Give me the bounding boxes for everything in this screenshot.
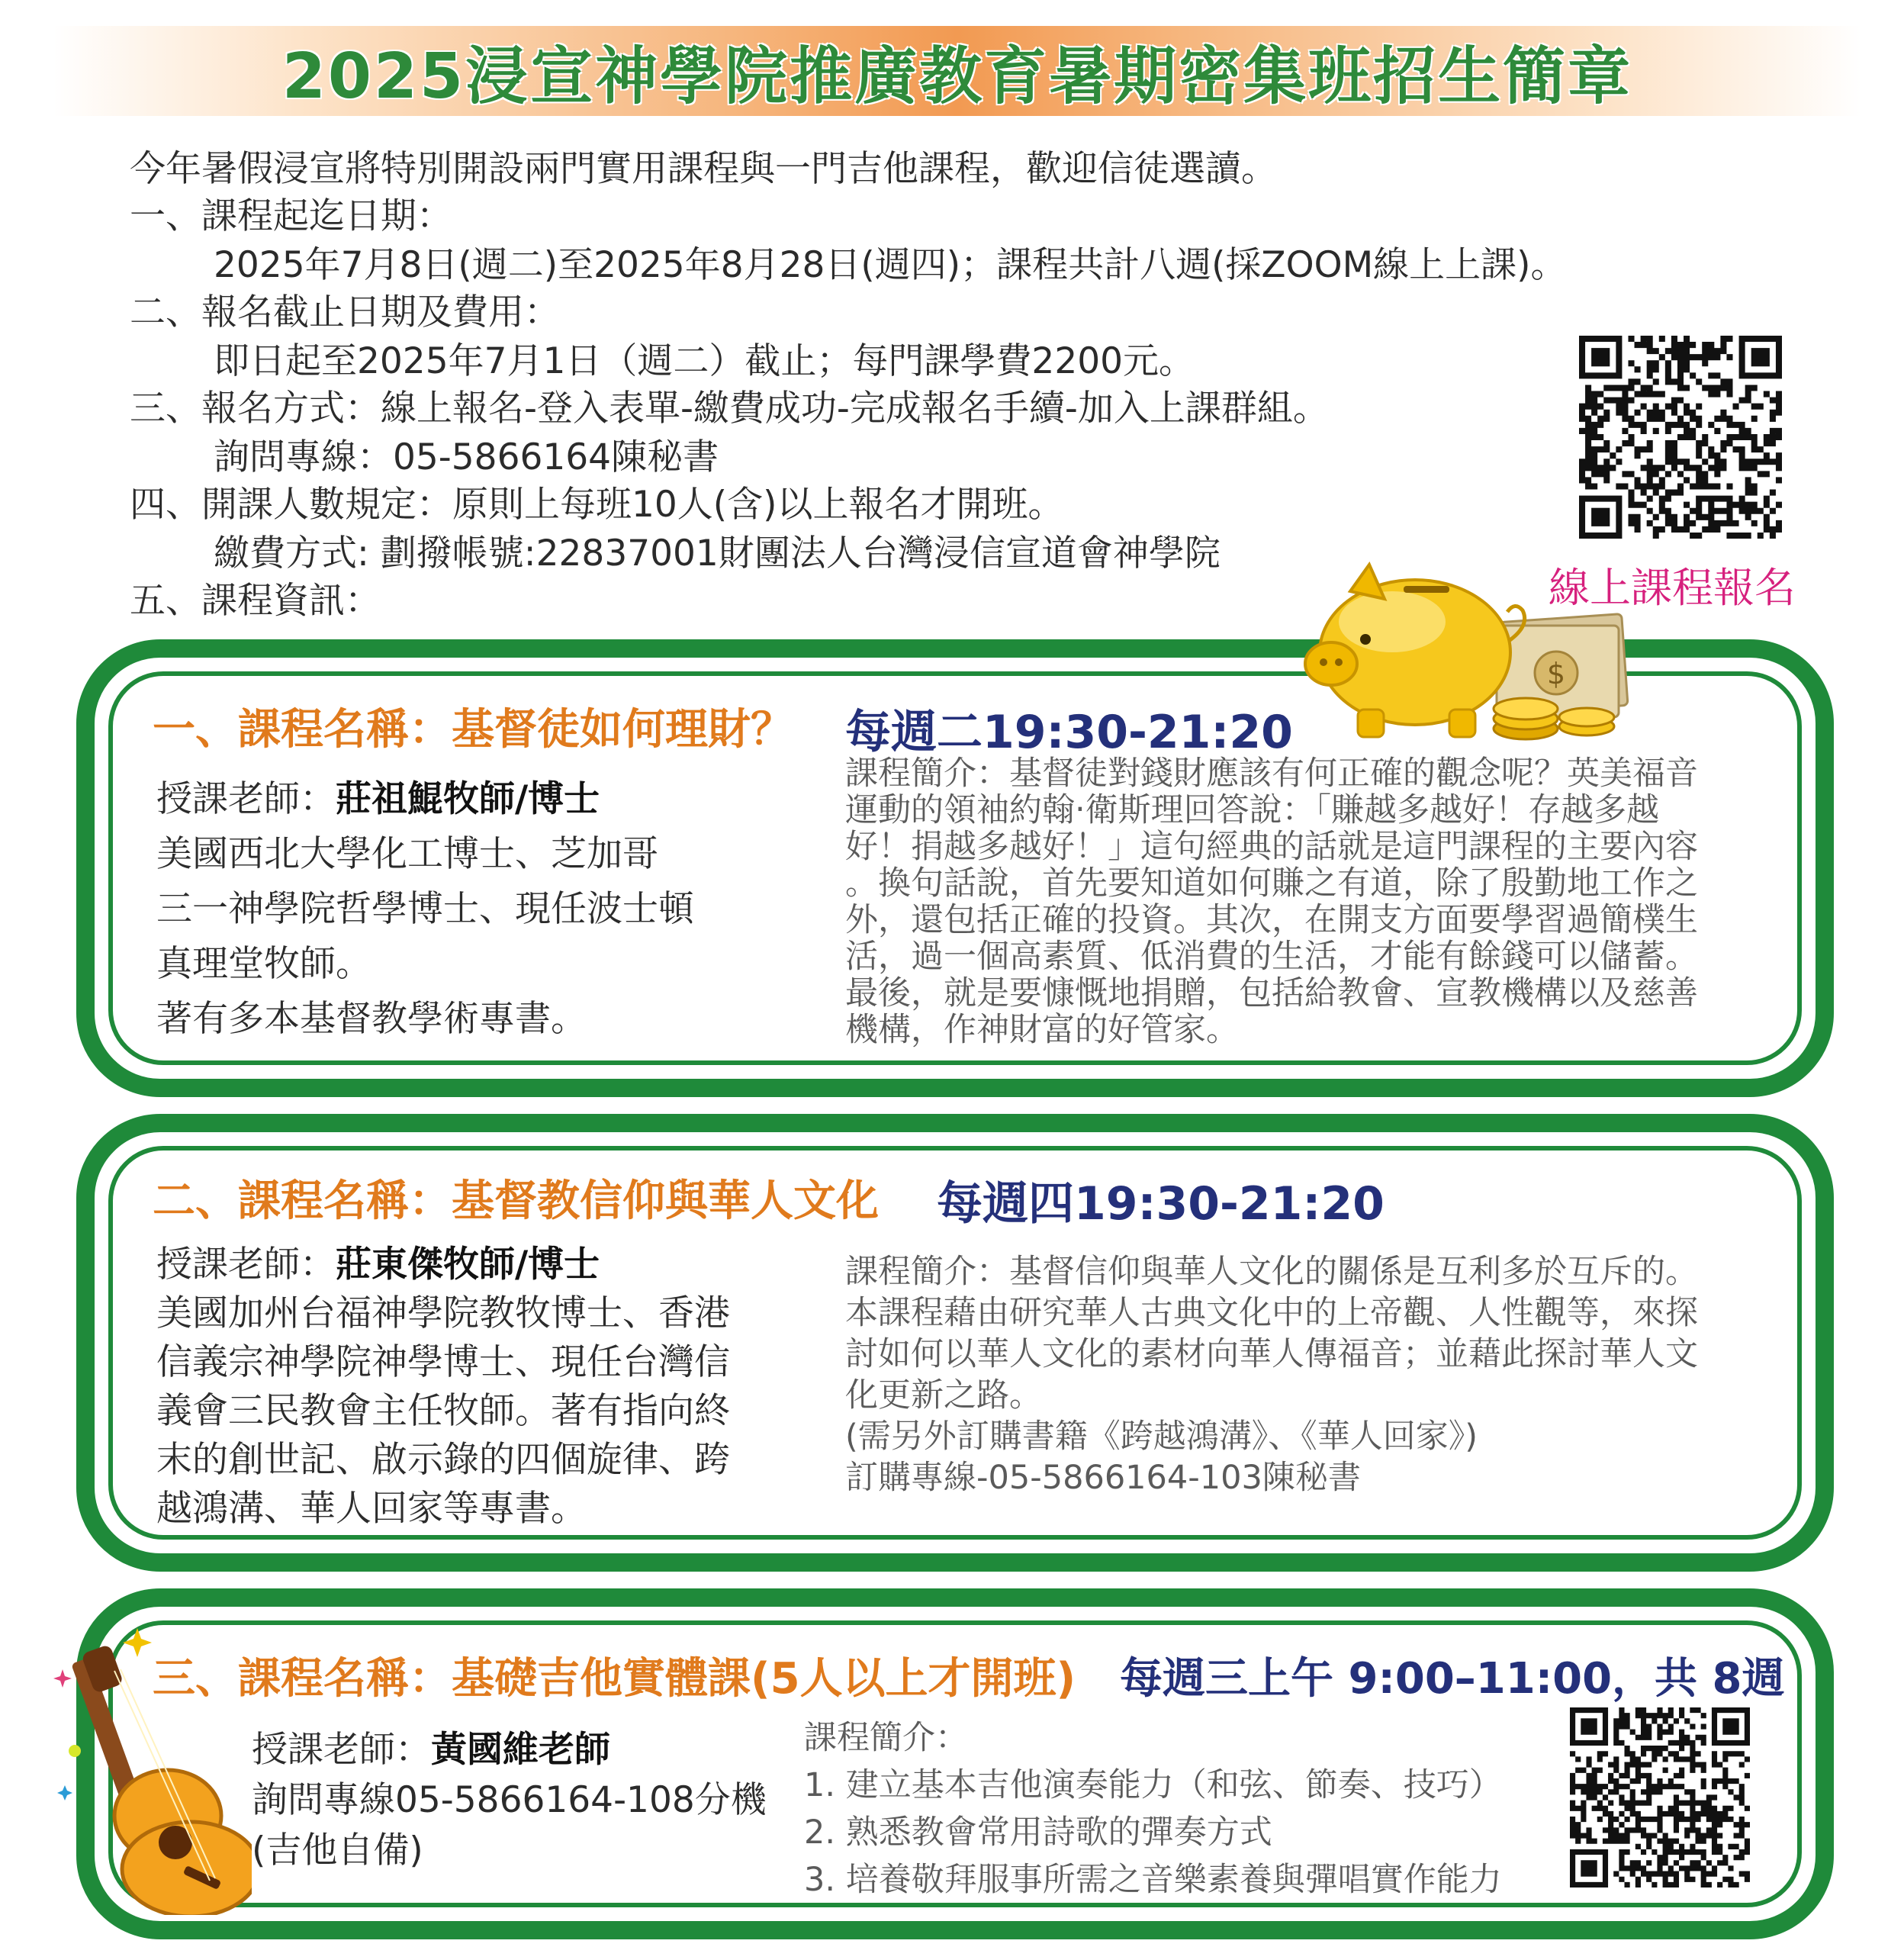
course-2-time: 每週四19:30-21:20 bbox=[937, 1177, 1385, 1231]
desc-line: 課程簡介：基督信仰與華人文化的關係是互利多於互斥的。 bbox=[845, 1253, 1698, 1291]
intro-item1-detail: 2025年7月8日(週二)至2025年8月28日(週四)；課程共計八週(採ZOOM線上上課)。 bbox=[214, 244, 1567, 286]
desc-line: 訂購專線-05-5866164-103陳秘書 bbox=[845, 1459, 1361, 1497]
course-3-desc-heading: 課程簡介： bbox=[804, 1719, 968, 1757]
course-1-time: 每週二19:30-21:20 bbox=[845, 706, 1293, 759]
course-3-list-item: 1. 建立基本吉他演奏能力（和弦、節奏、技巧） bbox=[804, 1766, 1502, 1804]
page-title: 2025浸宣神學院推廣教育暑期密集班招生簡章 bbox=[281, 40, 1633, 113]
desc-line: 運動的領袖約翰‧衛斯理回答說：「賺越多越好！存越多越 bbox=[845, 791, 1660, 829]
course-3-list-item: 2. 熟悉教會常用詩歌的彈奏方式 bbox=[804, 1813, 1272, 1852]
course-1-description bbox=[845, 755, 1698, 1048]
intro-item4-detail: 繳費方式: 劃撥帳號:22837001財團法人台灣浸信宣道會神學院 bbox=[214, 533, 1221, 574]
intro-lead: 今年暑假浸宣將特別開設兩門實用課程與一門吉他課程，歡迎信徒選讀。 bbox=[130, 148, 1277, 190]
course-3-time: 每週三上午 9:00–11:00，共 8週 bbox=[1120, 1654, 1785, 1704]
course-1-bio-line: 三一神學院哲學博士、現任波士頓 bbox=[156, 888, 694, 930]
qr-code-icon[interactable] bbox=[1570, 1707, 1750, 1887]
title-banner bbox=[53, 26, 1861, 116]
course-1-teacher bbox=[156, 771, 600, 822]
course-2-description bbox=[845, 1251, 1698, 1498]
intro-item3-detail: 詢問專線：05-5866164陳秘書 bbox=[214, 436, 719, 478]
qr-code-icon[interactable] bbox=[1579, 336, 1782, 539]
teacher-label: 授課老師： bbox=[156, 778, 336, 820]
course-2-bio-line: 越鴻溝、華人回家等專書。 bbox=[156, 1488, 587, 1530]
desc-line: 課程簡介：基督徒對錢財應該有何正確的觀念呢？英美福音 bbox=[845, 755, 1698, 793]
course-1-bio-line: 美國西北大學化工博士、芝加哥 bbox=[156, 833, 658, 875]
intro-item2-label: 二、報名截止日期及費用： bbox=[130, 291, 560, 333]
desc-line: 。換句話說，首先要知道如何賺之有道，除了殷勤地工作之 bbox=[845, 864, 1698, 903]
desc-line: 最後，就是要慷慨地捐贈，包括給教會、宣教機構以及慈善 bbox=[845, 974, 1698, 1012]
course-2-bio-line: 義會三民教會主任牧師。著有指向終 bbox=[156, 1390, 730, 1432]
svg-text:$: $ bbox=[1546, 657, 1566, 690]
desc-line: 機構，作神財富的好管家。 bbox=[845, 1011, 1239, 1049]
course-1-bio-line: 真理堂牧師。 bbox=[156, 943, 371, 985]
course-3-bio-line: 詢問專線05-5866164-108分機 bbox=[252, 1779, 767, 1821]
desc-line: 本課程藉由研究華人古典文化中的上帝觀、人性觀等，來探 bbox=[845, 1294, 1698, 1332]
intro-item2-detail: 即日起至2025年7月1日（週二）截止；每門課學費2200元。 bbox=[214, 340, 1195, 382]
course-3-title: 三、課程名稱：基礎吉他實體課(5人以上才開班) bbox=[153, 1654, 1076, 1704]
desc-line: 外，還包括正確的投資。其次，在開支方面要學習過簡樸生 bbox=[845, 901, 1698, 939]
teacher-label: 授課老師： bbox=[252, 1729, 431, 1771]
course-3-teacher bbox=[252, 1721, 610, 1772]
course-3-bio-line: (吉他自備) bbox=[252, 1830, 423, 1871]
intro-item5-label: 五、課程資訊： bbox=[130, 580, 381, 622]
course-2-title: 二、課程名稱：基督教信仰與華人文化 bbox=[153, 1176, 879, 1226]
piggy-bank-icon bbox=[1297, 549, 1632, 748]
intro-item3-label: 三、報名方式：線上報名-登入表單-繳費成功-完成報名手續-加入上課群組。 bbox=[130, 388, 1329, 430]
teacher-label: 授課老師： bbox=[156, 1244, 336, 1286]
course-2-bio-line: 末的創世記、啟示錄的四個旋律、跨 bbox=[156, 1439, 730, 1481]
desc-line: 化更新之路。 bbox=[845, 1376, 1042, 1414]
desc-line: 好！捐越多越好！」這句經典的話就是這門課程的主要內容 bbox=[845, 828, 1698, 866]
desc-line: (需另外訂購書籍《跨越鴻溝》、《華人回家》) bbox=[845, 1418, 1478, 1456]
teacher-name: 黃國維老師 bbox=[431, 1729, 610, 1771]
intro-item1-label: 一、課程起迄日期： bbox=[130, 195, 452, 237]
teacher-name: 莊祖鯤牧師/博士 bbox=[336, 778, 600, 820]
teacher-name: 莊東傑牧師/博士 bbox=[336, 1244, 600, 1286]
desc-line: 活，過一個高素質、低消費的生活，才能有餘錢可以儲蓄。 bbox=[845, 938, 1698, 976]
course-2-teacher bbox=[156, 1236, 600, 1287]
course-2-bio-line: 信義宗神學院神學博士、現任台灣信 bbox=[156, 1341, 730, 1383]
course-1-title: 一、課程名稱：基督徒如何理財？ bbox=[153, 705, 793, 755]
course-3-list-item: 3. 培養敬拜服事所需之音樂素養與彈唱實作能力 bbox=[804, 1861, 1502, 1899]
qr-caption: 線上課程報名 bbox=[1549, 564, 1796, 612]
course-1-bio-line: 著有多本基督教學術專書。 bbox=[156, 998, 587, 1040]
course-2-bio-line: 美國加州台福神學院教牧博士、香港 bbox=[156, 1292, 730, 1334]
desc-line: 討如何以華人文化的素材向華人傳福音；並藉此探討華人文 bbox=[845, 1335, 1698, 1373]
intro-item4-label: 四、開課人數規定：原則上每班10人(含)以上報名才開班。 bbox=[130, 484, 1064, 526]
